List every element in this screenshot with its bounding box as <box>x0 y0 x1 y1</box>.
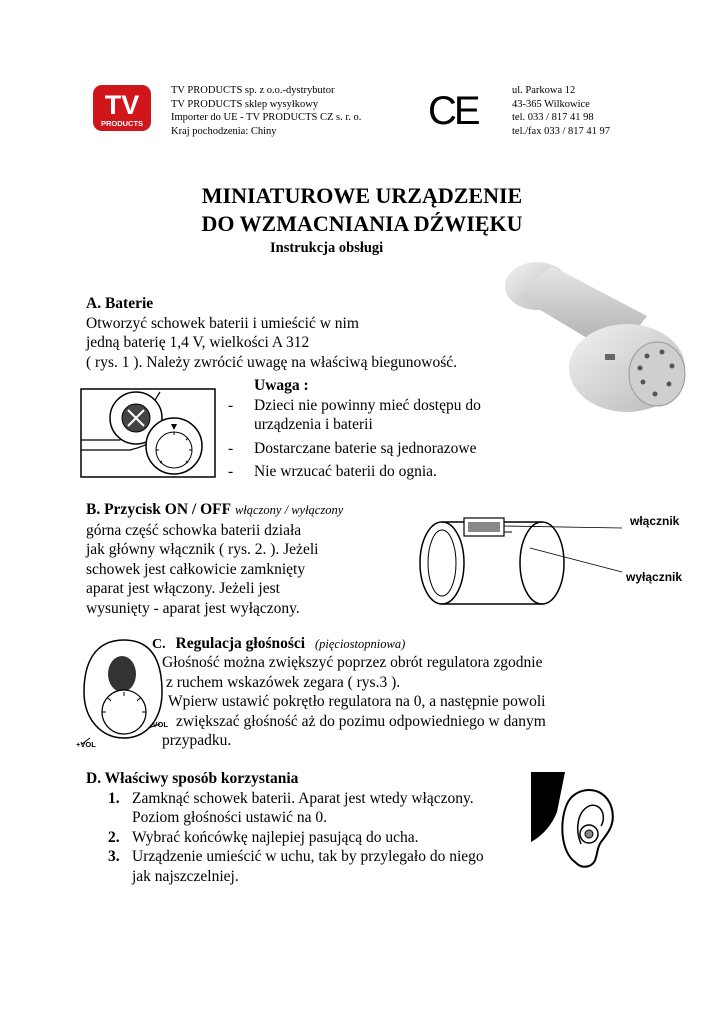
step-text: Zamknąć schowek baterii. Aparat jest wtedy włączony. <box>132 789 474 807</box>
step-text: jak najszczelniej. <box>132 867 239 885</box>
step-number: 1. <box>108 789 120 807</box>
section-c-heading: Regulacja głośności <box>175 635 306 652</box>
section-c-line: przypadku. <box>162 732 232 749</box>
company-line: Importer do UE - TV PRODUCTS CZ s. r. o. <box>171 112 362 123</box>
warning-text: Nie wrzucać baterii do ognia. <box>254 463 437 480</box>
section-b <box>86 500 343 618</box>
step-text: Poziom głośności ustawić na 0. <box>132 809 328 826</box>
step-number: 2. <box>108 828 120 846</box>
warning-heading: Uwaga : <box>254 377 309 394</box>
logo-tv-text: TV <box>104 90 140 120</box>
section-c-body <box>162 653 546 751</box>
section-b-heading: B. Przycisk ON / OFF <box>86 501 232 518</box>
bullet-dash: - <box>228 463 234 480</box>
section-b-line: aparat jest włączony. Jeżeli jest <box>86 580 280 597</box>
switch-on-label: włącznik <box>630 514 680 528</box>
section-c-line: z ruchem wskazówek zegara ( rys.3 ). <box>166 673 401 691</box>
section-d <box>86 769 484 886</box>
section-a-line: Otworzyć schowek baterii i umieścić w nim <box>86 314 359 332</box>
step-text: Wybrać końcówkę najlepiej pasującą do ucha. <box>132 828 419 846</box>
device-photo <box>497 256 697 418</box>
company-line: TV PRODUCTS sp. z o.o.-dystrybutor <box>171 85 335 96</box>
section-a-heading: A. Baterie <box>86 295 154 312</box>
section-a <box>86 294 457 372</box>
address-line: ul. Parkowa 12 <box>512 85 576 96</box>
warning-item <box>228 396 481 435</box>
usage-step <box>108 847 484 886</box>
company-line: TV PRODUCTS sklep wysyłkowy <box>171 98 319 110</box>
section-c-heading-row <box>152 634 405 655</box>
address-line: tel./fax 033 / 817 41 97 <box>512 125 610 137</box>
section-c-line: Głośność można zwiększyć poprzez obrót regulatora zgodnie <box>162 654 543 671</box>
section-a-line: ( rys. 1 ). Należy zwrócić uwagę na właściwą biegunowość. <box>86 353 458 371</box>
warning-text: urządzenia i baterii <box>254 416 373 433</box>
bullet-dash: - <box>228 396 234 414</box>
section-c-note: (pięciostopniowa) <box>314 637 406 651</box>
battery-figure <box>80 388 216 478</box>
warning-item <box>228 439 481 459</box>
ear-figure <box>531 772 633 872</box>
warning-block <box>228 376 481 482</box>
section-c-letter: C. <box>152 637 166 652</box>
step-number: 3. <box>108 848 120 865</box>
step-text: Urządzenie umieścić w uchu, tak by przylegało do niego <box>132 848 484 865</box>
bullet-dash: - <box>228 439 234 457</box>
volume-plus-label: +VOL <box>76 740 96 749</box>
section-a-line: jedną baterię 1,4 V, wielkości A 312 <box>86 334 310 351</box>
warning-text: Dostarczane baterie są jednorazowe <box>254 439 477 457</box>
page-title-line1: MINIATUROWE URZĄDZENIE <box>201 183 523 208</box>
usage-step <box>108 828 484 848</box>
tv-products-logo <box>92 84 152 132</box>
address-line: 43-365 Wilkowice <box>512 98 590 110</box>
address-line: tel. 033 / 817 41 98 <box>512 112 594 123</box>
section-c <box>152 634 405 655</box>
section-b-line: górna część schowka baterii działa <box>86 521 302 539</box>
warning-item <box>228 462 481 482</box>
company-line: Kraj pochodzenia: Chiny <box>171 125 277 137</box>
page-title-line2: DO WZMACNIANIA DŹWIĘKU <box>201 211 523 236</box>
logo-products-text: PRODUCTS <box>100 119 144 128</box>
page-subtitle: Instrukcja obsługi <box>270 240 384 256</box>
section-b-heading-row <box>86 500 343 521</box>
ce-mark: CE <box>428 89 478 133</box>
section-b-line: jak główny włącznik ( rys. 2. ). Jeżeli <box>86 541 319 558</box>
warning-text: Dzieci nie powinny mieć dostępu do <box>254 396 481 414</box>
usage-step <box>108 789 484 828</box>
volume-minus-label: -VOL <box>150 720 168 729</box>
section-c-line: zwiększać głośność aż do pozimu odpowiedniego w danym <box>176 712 546 730</box>
address-info <box>512 84 610 138</box>
section-d-heading: D. Właściwy sposób korzystania <box>86 770 299 787</box>
company-info <box>171 84 361 138</box>
section-b-note: włączony / wyłączony <box>234 503 344 517</box>
switch-figure <box>412 508 632 616</box>
section-b-line: wysunięty - aparat jest wyłączony. <box>86 599 300 617</box>
switch-off-label: wyłącznik <box>626 570 683 584</box>
section-b-line: schowek jest całkowicie zamknięty <box>86 560 306 578</box>
section-c-line: Wpierw ustawić pokrętło regulatora na 0, a następnie powoli <box>168 693 546 710</box>
